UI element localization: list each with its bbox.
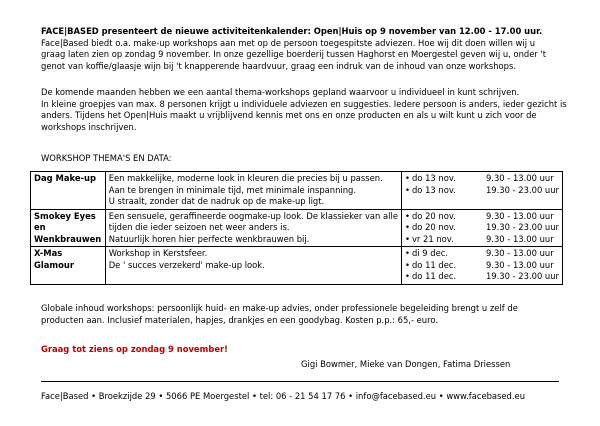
general-line: Globale inhoud workshops: persoonlijk huid- en make-up advies, onder professionele begeleiding brengt u zelf de — [41, 303, 518, 313]
table-row — [31, 172, 563, 210]
workshop-dates — [401, 209, 562, 247]
table-heading: WORKSHOP THEMA'S EN DATA: — [41, 153, 172, 163]
workshop-table — [30, 171, 563, 285]
para-line: anders. Tijdens het Open|Huis maakt u vrijblijvend kennis met ons en onze producten en als u wilt kunt u zich voor de — [41, 110, 537, 120]
workshop-dates — [401, 172, 562, 210]
signatures: Gigi Bowmer, Mieke van Dongen, Fatima Driessen — [301, 359, 511, 369]
paragraph-2 — [41, 87, 571, 133]
date-line: • do 13 nov. 19.30 - 23.00 uur — [404, 184, 559, 195]
closing-text: Graag tot ziens op zondag 9 november! — [41, 344, 228, 354]
workshop-name: Dag Make-up — [31, 172, 106, 210]
para-line: In kleine groepjes van max. 8 personen krijgt u individuele adviezen en suggesties. Iedere persoon is anders, ieder gezicht is — [41, 98, 567, 109]
date-line: • di 9 dec. 9.30 - 13.00 uur — [404, 248, 554, 258]
date-line: • do 20 nov. 19.30 - 23.00 uur — [404, 222, 559, 232]
workshop-description: Een makkelijke, moderne look in kleuren die precies bij u passen. Aan te brengen in minimale tijd, met minimale inspanning. U straalt, zonder dat de nadruk op de make-up ligt. — [105, 172, 401, 210]
intro-line: graag laten zien op zondag 9 november. In onze gezellige boerderij tussen Haghorst en Moergestel geven wij u, onder 't — [41, 49, 547, 59]
intro-line: Face|Based biedt o.a. make-up workshops aan met op de persoon toegespitste adviezen. Hoe wij dit doen willen wij u — [41, 37, 536, 48]
table-row — [31, 209, 563, 247]
date-line: • do 11 dec. 9.30 - 13.00 uur — [404, 259, 554, 270]
para-line: De komende maanden hebben we een aantal thema-workshops gepland waarvoor u individueel in kunt schrijven. — [41, 87, 520, 97]
workshop-name: Smokey Eyes en Wenkbrauwen — [31, 209, 106, 247]
date-line: • do 11 dec. 19.30 - 23.00 uur — [404, 271, 559, 281]
footer-divider — [41, 381, 559, 382]
workshop-description: Een sensuele, geraffineerde oogmake-up look. De klassieker van alle tijden die ieder seizoen net weer anders is. Natuurlijk horen hier perfecte wenkbrauwen bij. — [105, 209, 401, 247]
header — [41, 26, 571, 72]
para-line: workshops inschrijven. — [41, 121, 137, 132]
table-row — [31, 247, 563, 285]
footer: Face|Based • Broekzijde 29 • 5066 PE Moergestel • tel: 06 - 21 54 17 76 • info@facebased.eu • www.facebased.eu — [41, 391, 526, 401]
general-info — [41, 303, 571, 326]
workshop-dates — [401, 247, 562, 285]
date-line: • do 13 nov. 9.30 - 13.00 uur — [404, 173, 554, 183]
date-line: • vr 21 nov. 9.30 - 13.00 uur — [404, 233, 554, 244]
date-line: • do 20 nov. 9.30 - 13.00 uur — [404, 210, 554, 221]
intro-line: genot van koffie/glaasje wijn bij 't knapperende haardvuur, graag een indruk van de inhoud van onze workshops. — [41, 60, 517, 71]
workshop-name: X-Mas Glamour — [31, 247, 106, 285]
header-title: FACE|BASED presenteert de nieuwe activiteitenkalender: Open|Huis op 9 november van 12.00 - 17.00 uur. — [41, 26, 543, 36]
general-line: producten aan. Inclusief materialen, hapjes, drankjes en een goodybag. Kosten p.p.: 65,- euro. — [41, 314, 439, 325]
workshop-description: Workshop in Kerstsfeer. De ' succes verzekerd' make-up look. — [105, 247, 401, 285]
